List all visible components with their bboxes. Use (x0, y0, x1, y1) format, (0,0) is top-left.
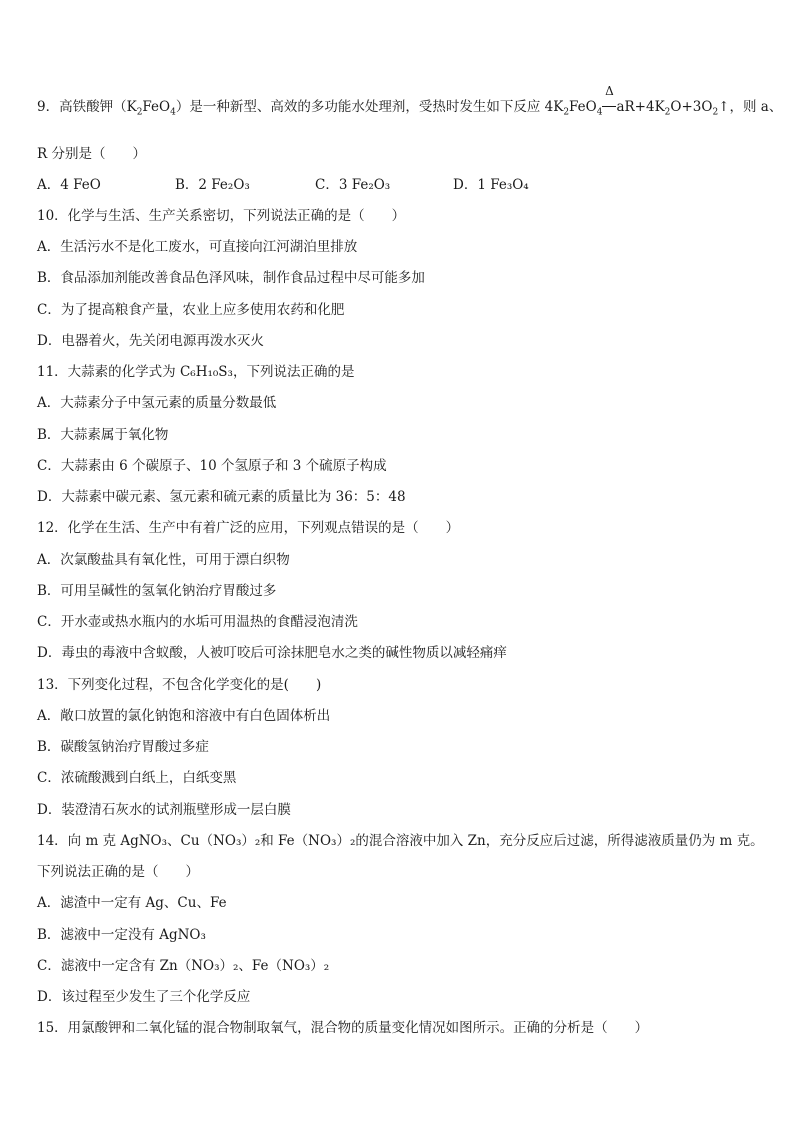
subscript: 4 (596, 107, 603, 118)
q9-text-b: FeO (142, 99, 171, 115)
q10-stem: 10．化学与生活、生产关系密切，下列说法正确的是（ ） (37, 208, 406, 224)
q13-option-d[interactable]: D．装澄清石灰水的试剂瓶壁形成一层白膜 (37, 802, 291, 818)
q13-option-b[interactable]: B．碳酸氢钠治疗胃酸过多症 (37, 739, 209, 755)
q10-option-a[interactable]: A．生活污水不是化工废水，可直接向江河湖泊里排放 (37, 239, 358, 255)
q9-stem-line1 (37, 84, 783, 121)
heat-condition-arrow (602, 84, 616, 115)
q9-text-c: ）是一种新型、高效的多功能水处理剂，受热时发生如下反应 4K (175, 99, 564, 115)
q10-option-c[interactable]: C．为了提高粮食产量，农业上应多使用农药和化肥 (37, 302, 345, 318)
q10-option-d[interactable]: D．电器着火，先关闭电源再泼水灭火 (37, 333, 264, 349)
q12-option-d[interactable]: D．毒虫的毒液中含蚁酸，人被叮咬后可涂抹肥皂水之类的碱性物质以减轻痛痒 (37, 645, 507, 661)
q9-option-c[interactable]: C．3 Fe₂O₃ (315, 177, 391, 193)
subscript: 2 (136, 107, 143, 118)
q9-text-f: O+3O (670, 99, 713, 115)
q15-stem: 15．用氯酸钾和二氧化锰的混合物制取氧气，混合物的质量变化情况如图所示。正确的分析是（ ） (37, 1020, 649, 1036)
q9-option-d[interactable]: D．1 Fe₃O₄ (453, 177, 529, 193)
q12-stem: 12．化学在生活、生产中有着广泛的应用，下列观点错误的是（ ） (37, 520, 460, 536)
q13-option-a[interactable]: A．敞口放置的氯化钠饱和溶液中有白色固体析出 (37, 708, 331, 724)
q11-option-b[interactable]: B．大蒜素属于氧化物 (37, 427, 169, 443)
q12-option-b[interactable]: B．可用呈碱性的氢氧化钠治疗胃酸过多 (37, 583, 277, 599)
q13-option-c[interactable]: C．浓硫酸溅到白纸上，白纸变黑 (37, 770, 237, 786)
q9-text-e: aR+4K (616, 99, 665, 115)
q10-option-b[interactable]: B．食品添加剂能改善食品色泽风味，制作食品过程中尽可能多加 (37, 270, 425, 286)
q9-option-b[interactable]: B．2 Fe₂O₃ (175, 177, 250, 193)
q14-option-c[interactable]: C．滤液中一定含有 Zn（NO₃）₂、Fe（NO₃）₂ (37, 958, 330, 974)
reaction-equals-bar (602, 106, 616, 107)
q13-stem: 13．下列变化过程，不包含化学变化的是( ) (37, 677, 322, 693)
subscript: 2 (563, 107, 570, 118)
q11-option-c[interactable]: C．大蒜素由 6 个碳原子、10 个氢原子和 3 个硫原子构成 (37, 458, 387, 474)
q9-text-g: ↑，则 a、 (718, 99, 783, 115)
subscript: 4 (170, 107, 176, 118)
q11-option-a[interactable]: A．大蒜素分子中氢元素的质量分数最低 (37, 395, 277, 411)
q14-stem-line2: 下列说法正确的是（ ） (37, 864, 199, 880)
q11-stem: 11．大蒜素的化学式为 C₆H₁₀S₃，下列说法正确的是 (37, 364, 355, 380)
heat-delta-symbol: Δ (605, 84, 614, 98)
subscript: 2 (664, 107, 671, 118)
q14-option-a[interactable]: A．滤渣中一定有 Ag、Cu、Fe (37, 895, 227, 911)
q14-option-d[interactable]: D．该过程至少发生了三个化学反应 (37, 989, 251, 1005)
q11-option-d[interactable]: D．大蒜素中碳元素、氢元素和硫元素的质量比为 36：5：48 (37, 489, 406, 505)
q9-option-a[interactable]: A．4 FeO (37, 177, 101, 193)
q14-stem-line1: 14．向 m 克 AgNO₃、Cu（NO₃）₂和 Fe（NO₃）₂的混合溶液中加入 Zn，充分反应后过滤，所得滤液质量仍为 m 克。 (37, 833, 764, 849)
q9-options (37, 177, 529, 193)
subscript: 2 (712, 107, 719, 118)
q9-text-a: 9．高铁酸钾（K (37, 99, 137, 115)
q12-option-a[interactable]: A．次氯酸盐具有氧化性，可用于漂白织物 (37, 552, 290, 568)
q14-option-b[interactable]: B．滤液中一定没有 AgNO₃ (37, 927, 206, 943)
q9-stem-line2: R 分别是（ ） (37, 146, 146, 162)
q12-option-c[interactable]: C．开水壶或热水瓶内的水垢可用温热的食醋浸泡清洗 (37, 614, 358, 630)
q9-text-d: FeO (569, 99, 597, 115)
